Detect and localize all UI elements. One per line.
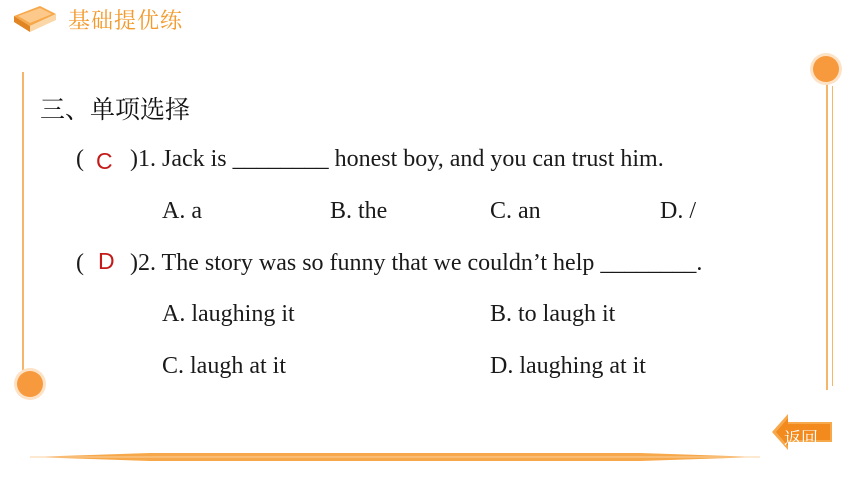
q1-option-c: C. an bbox=[490, 198, 541, 224]
q1-stem: )1. Jack is ________ honest boy, and you can trust him. bbox=[130, 146, 664, 172]
q2-stem: )2. The story was so funny that we couldn’t help ________. bbox=[130, 250, 703, 276]
q2-answer: D bbox=[98, 248, 115, 274]
header bbox=[10, 2, 183, 36]
q2-paren: ( bbox=[76, 250, 84, 276]
bottom-divider bbox=[30, 450, 760, 464]
q1-option-b: B. the bbox=[330, 198, 388, 224]
book-icon bbox=[10, 2, 60, 36]
header-title: 基础提优练 bbox=[68, 8, 184, 34]
q1-option-a: A. a bbox=[162, 198, 202, 224]
q2-option-b: B. to laugh it bbox=[490, 301, 616, 327]
q2-option-a: A. laughing it bbox=[162, 301, 295, 327]
q2-option-d: D. laughing at it bbox=[490, 353, 646, 379]
q1-answer: C bbox=[96, 148, 113, 174]
frame-right-line bbox=[826, 84, 828, 390]
decorative-dot-bottom-left bbox=[17, 371, 43, 397]
section-title: 三、单项选择 bbox=[40, 95, 191, 124]
back-button-label[interactable]: 返回 bbox=[784, 429, 818, 449]
q1-paren: ( bbox=[76, 146, 84, 172]
frame-right-line-inner bbox=[832, 86, 833, 386]
q2-option-c: C. laugh at it bbox=[162, 353, 286, 379]
frame-left-line bbox=[22, 72, 24, 372]
q1-option-d: D. / bbox=[660, 198, 696, 224]
decorative-dot-top-right bbox=[813, 56, 839, 82]
